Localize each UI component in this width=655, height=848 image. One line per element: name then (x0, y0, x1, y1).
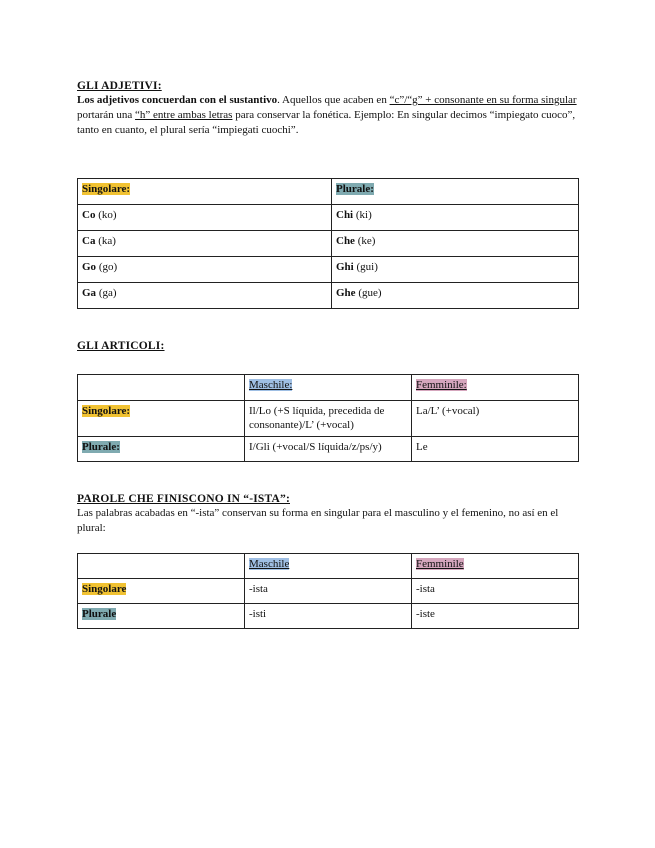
table-cell (78, 283, 332, 309)
femminile-label: Femminile (416, 558, 464, 570)
cell-text: (ke) (354, 235, 376, 247)
ista-table (77, 553, 579, 629)
table-cell: Le (412, 437, 579, 462)
cell-bold: Chi (336, 209, 354, 221)
maschile-label: Maschile: (249, 379, 293, 391)
table-cell: -ista (245, 579, 412, 604)
header-cell (412, 554, 579, 579)
adjetivos-underline-2: “h” entre ambas letras (135, 109, 233, 121)
table-header-row (78, 179, 579, 205)
cell-text: (go) (96, 261, 118, 273)
singolare-label: Singolare: (82, 405, 131, 417)
cell-text: (gui) (353, 261, 378, 273)
femminile-label: Femminile: (416, 379, 467, 391)
cell-text: (gue) (355, 287, 382, 299)
singolare-label: Singolare (82, 583, 127, 595)
cell-bold: Ghe (336, 287, 356, 299)
cell-bold: Ga (82, 287, 97, 299)
adjetivos-table (77, 178, 579, 309)
table-cell: La/L’ (+vocal) (412, 401, 579, 437)
adjetivos-text-3: para conservar la fonética. Ejemplo: En singular decimos “impiegato cuoco”, tanto en cuanto, el plural sería “impiegati cuochi”. (77, 109, 576, 136)
cell-text: (ga) (96, 287, 117, 299)
ista-paragraph: Las palabras acabadas en “-ista” conservan su forma en singular para el masculino y el femenino, no así en el plural: (77, 507, 559, 534)
adjetivos-paragraph (77, 93, 579, 138)
table-row (78, 231, 579, 257)
ista-heading: PAROLE CHE FINISCONO IN “-ISTA”: (77, 493, 290, 505)
table-cell: Il/Lo (+S líquida, precedida de consonante)/L’ (+vocal) (245, 401, 412, 437)
table-cell (332, 257, 579, 283)
plurale-label: Plurale: (336, 183, 374, 195)
cell-text: (ki) (353, 209, 372, 221)
table-cell: I/Gli (+vocal/S líquida/z/ps/y) (245, 437, 412, 462)
cell-bold: Ca (82, 235, 96, 247)
table-row (78, 283, 579, 309)
table-cell: -isti (245, 604, 412, 629)
header-cell (78, 554, 245, 579)
adjetivos-heading: GLI ADJETIVI: (77, 80, 162, 92)
header-cell (245, 375, 412, 401)
cell-text: (ko) (95, 209, 117, 221)
table-row (78, 205, 579, 231)
header-cell (245, 554, 412, 579)
plurale-label: Plurale: (82, 441, 120, 453)
table-cell (332, 283, 579, 309)
table-cell (78, 401, 245, 437)
table-row (78, 579, 579, 604)
table-cell (78, 257, 332, 283)
table-cell (78, 205, 332, 231)
header-cell (332, 179, 579, 205)
header-cell (412, 375, 579, 401)
adjetivos-text-2: portarán una (77, 109, 136, 121)
adjetivos-lead: Los adjetivos concuerdan con el sustantivo (77, 94, 278, 106)
adjetivos-text-1: . Aquellos que acaben en (277, 94, 390, 106)
plurale-label: Plurale (82, 608, 117, 620)
table-row (78, 604, 579, 629)
header-cell (78, 375, 245, 401)
articoli-heading: GLI ARTICOLI: (77, 340, 165, 352)
adjetivos-underline-1: “c”/“g” + consonante en su forma singular (389, 94, 577, 106)
table-cell (332, 231, 579, 257)
singolare-label: Singolare: (82, 183, 131, 195)
table-cell: -ista (412, 579, 579, 604)
table-cell (78, 437, 245, 462)
table-cell (78, 579, 245, 604)
header-cell (78, 179, 332, 205)
table-cell (332, 205, 579, 231)
table-header-row (78, 375, 579, 401)
cell-bold: Go (82, 261, 97, 273)
table-row (78, 401, 579, 437)
cell-bold: Che (336, 235, 355, 247)
table-cell: -iste (412, 604, 579, 629)
table-row (78, 437, 579, 462)
table-row (78, 257, 579, 283)
articoli-table (77, 374, 579, 462)
maschile-label: Maschile (249, 558, 290, 570)
table-cell (78, 231, 332, 257)
cell-bold: Ghi (336, 261, 354, 273)
table-header-row (78, 554, 579, 579)
cell-bold: Co (82, 209, 96, 221)
cell-text: (ka) (95, 235, 116, 247)
table-cell (78, 604, 245, 629)
document-page (77, 70, 579, 629)
